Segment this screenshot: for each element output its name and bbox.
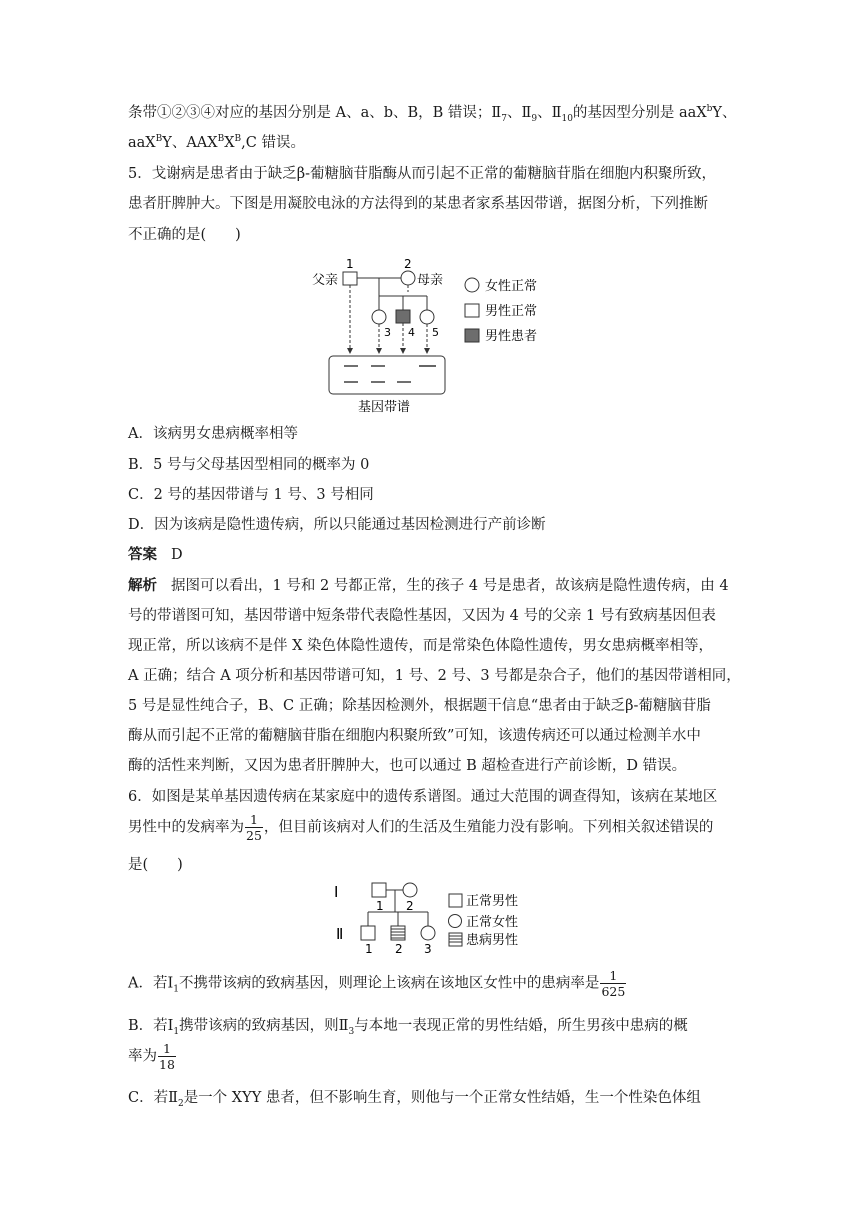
- answer-label: 答案: [128, 546, 157, 563]
- legend-affected-male-label: 患病男性: [466, 933, 519, 948]
- intro-text: aaX: [128, 135, 156, 151]
- answer-value: D: [171, 547, 183, 563]
- q5-option-b: B．5 号与父母基因型相同的概率为 0: [128, 457, 370, 473]
- q5-analysis-line-4: A 正确；结合 A 项分析和基因带谱可知，1 号、2 号、3 号都是杂合子，他们的基因带谱相同，: [128, 668, 741, 684]
- intro-text: 的基因型分别是 aaX: [572, 105, 707, 121]
- intro-line-1: [128, 103, 737, 123]
- q5-option-a: A．该病男女患病概率相等: [128, 426, 298, 442]
- option-text: 携带该病的致病基因，则Ⅱ: [179, 1018, 349, 1034]
- option-text: 是一个 XYY 患者，但不影响生育，则他与一个正常女性结婚，生一个性染色体组: [183, 1090, 701, 1106]
- legend-female-label: 女性正常: [485, 279, 538, 294]
- father-label: 父亲: [312, 273, 339, 288]
- subscript: 10: [561, 113, 573, 124]
- mother-circle-icon: [401, 271, 415, 285]
- gen2-num-2: 2: [395, 942, 403, 956]
- q6-stem-text: 男性中的发病率为: [128, 819, 244, 836]
- q5-analysis-line-1: [128, 576, 729, 596]
- option-text: 不携带该病的致病基因，则理论上该病在该地区女性中的患病率是: [178, 975, 600, 992]
- gen1-male-square-icon: [372, 883, 386, 897]
- subscript: 1: [173, 984, 179, 995]
- gen1-female-circle-icon: [403, 883, 417, 897]
- option-text: C．若Ⅱ: [128, 1090, 178, 1106]
- q5-stem-line-1: 5．戈谢病是患者由于缺乏β-葡糖脑苷脂酶从而引起不正常的葡糖脑苷脂在细胞内积聚所致，: [128, 166, 717, 182]
- gel-box: [329, 356, 445, 394]
- legend-normal-male-square-icon: [449, 894, 462, 907]
- intro-text: 、Ⅱ: [507, 105, 532, 121]
- q6-option-b-line-2: [128, 1041, 177, 1072]
- superscript: b: [706, 104, 713, 115]
- fraction-1-18: [158, 1041, 176, 1072]
- option-text: 与本地一表现正常的男性结婚，所生男孩中患病的概: [354, 1018, 688, 1034]
- q5-analysis-line-3: 现正常，所以该病不是伴 X 染色体隐性遗传，而是常染色体隐性遗传，男女患病概率相等，: [128, 638, 714, 654]
- gen2-male-square-icon: [361, 926, 375, 940]
- superscript: B: [217, 134, 225, 145]
- q5-analysis-line-6: 酶从而引起不正常的葡糖脑苷脂在细胞内积聚所致”可知，该遗传病还可以通过检测羊水中: [128, 728, 701, 744]
- q6-option-a: [128, 968, 627, 999]
- subscript: 3: [348, 1026, 355, 1037]
- fraction-1-25: [245, 812, 263, 843]
- child3-circle-icon: [372, 310, 386, 324]
- child5-circle-icon: [420, 310, 434, 324]
- subscript: 2: [177, 1098, 184, 1109]
- legend-normal-female-circle-icon: [449, 915, 462, 928]
- legend-normal-female-label: 正常女性: [466, 915, 519, 930]
- fraction-denominator: 18: [159, 1057, 175, 1072]
- q5-option-d: D．因为该病是隐性遗传病，所以只能通过基因检测进行产前诊断: [128, 517, 546, 533]
- superscript: B: [234, 134, 242, 145]
- generation-1-label: Ⅰ: [334, 883, 339, 901]
- pedigree-num-2: 2: [404, 257, 412, 271]
- q5-analysis-line-5: 5 号是显性纯合子，B、C 正确；除基因检测外，根据题干信息“患者由于缺乏β-葡糖脑苷脂: [128, 698, 711, 714]
- q5-stem-line-2: 患者肝脾肿大。下图是用凝胶电泳的方法得到的某患者家系基因带谱，据图分析，下列推断: [128, 196, 708, 212]
- legend-normal-male-label: 正常男性: [466, 894, 519, 909]
- q6-option-c-line-1: [128, 1088, 701, 1108]
- arrowheads: [347, 348, 430, 354]
- legend-male-label: 男性正常: [485, 304, 538, 319]
- pedigree-num-1: 1: [346, 257, 354, 271]
- dashed-arrows: [350, 285, 427, 350]
- intro-text: X: [224, 135, 235, 151]
- q5-option-c: C．2 号的基因带谱与 1 号、3 号相同: [128, 487, 374, 503]
- subscript: 7: [501, 113, 508, 124]
- pedigree-num-4: 4: [408, 326, 415, 339]
- subscript: 9: [531, 113, 538, 124]
- fraction-denominator: 625: [601, 984, 626, 999]
- q6-stem-line-3: 是( ): [128, 857, 183, 873]
- q6-pedigree-figure: [330, 876, 530, 956]
- q5-analysis-line-7: 酶的活性来判断，又因为患者肝脾肿大，也可以通过 B 超检查进行产前诊断，D 错误。: [128, 758, 687, 774]
- q6-stem-line-1: 6．如图是某单基因遗传病在某家庭中的遗传系谱图。通过大范围的调查得知，该病在某地区: [128, 789, 718, 805]
- q5-pedigree-gel-figure: [300, 255, 560, 415]
- mother-label: 母亲: [417, 273, 444, 288]
- gen2-num-3: 3: [424, 942, 432, 956]
- gen1-num-2: 2: [406, 899, 414, 913]
- intro-text: Y、: [712, 105, 737, 121]
- generation-2-label: Ⅱ: [336, 925, 344, 943]
- gen2-num-1: 1: [365, 942, 373, 956]
- legend-female-circle-icon: [465, 278, 479, 292]
- gel-caption: 基因带谱: [358, 400, 411, 415]
- pedigree-num-5: 5: [432, 326, 439, 339]
- option-text: 率为: [128, 1048, 157, 1065]
- q6-option-b-line-1: [128, 1016, 688, 1036]
- q5-analysis-line-2: 号的带谱图可知，基因带谱中短条带代表隐性基因，又因为 4 号的父亲 1 号有致病基因但表: [128, 608, 716, 624]
- gen2-female-circle-icon: [421, 926, 435, 940]
- gen1-num-1: 1: [376, 899, 384, 913]
- father-square-icon: [343, 272, 357, 285]
- pedigree-num-3: 3: [384, 326, 391, 339]
- option-text: A．若Ⅰ: [128, 975, 174, 992]
- subscript: 1: [173, 1026, 180, 1037]
- legend-affected-square-icon: [465, 329, 479, 342]
- q5-answer: [128, 545, 183, 565]
- intro-text: Y、AAX: [162, 135, 218, 151]
- legend-affected-label: 男性患者: [485, 329, 538, 344]
- option-text: B．若Ⅰ: [128, 1018, 174, 1034]
- q6-stem-text: ，但目前该病对人们的生活及生殖能力没有影响。下列相关叙述错误的: [263, 819, 714, 836]
- fraction-numerator: 1: [158, 1041, 176, 1057]
- q5-stem-line-3: 不正确的是( ): [128, 227, 241, 243]
- fraction-1-625: [600, 968, 626, 999]
- fraction-numerator: 1: [600, 968, 626, 984]
- intro-line-2: [128, 133, 305, 153]
- intro-text: ,C 错误。: [241, 135, 305, 151]
- child4-affected-square-icon: [396, 310, 410, 323]
- analysis-text: 据图可以看出，1 号和 2 号都正常，生的孩子 4 号是患者，故该病是隐性遗传病，由 4: [171, 578, 729, 594]
- fraction-numerator: 1: [245, 812, 263, 828]
- analysis-label: 解析: [128, 577, 157, 594]
- intro-text: 、Ⅱ: [537, 105, 562, 121]
- intro-text: 条带①②③④对应的基因分别是 A、a、b、B，B 错误；Ⅱ: [128, 105, 502, 121]
- fraction-denominator: 25: [246, 828, 262, 843]
- legend-male-square-icon: [465, 304, 479, 317]
- q6-stem-line-2: [128, 812, 713, 843]
- superscript: B: [155, 134, 163, 145]
